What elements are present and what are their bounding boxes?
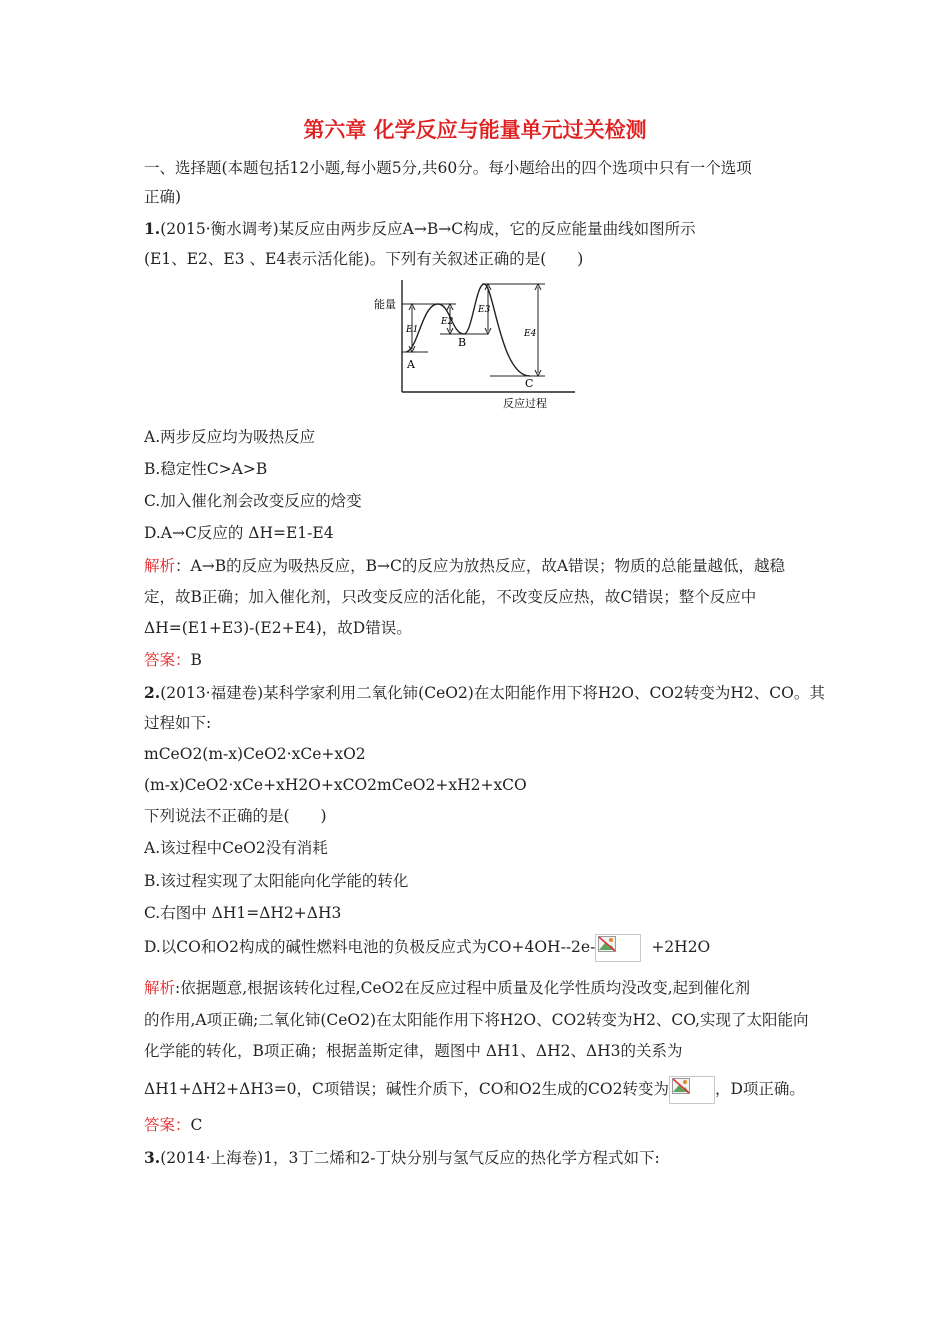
label-C: C	[525, 377, 534, 390]
q1-analysis-line3: ΔH=(E1+E3)-(E2+E4)，故D错误。	[144, 619, 412, 637]
q2-answer-label: 答案：	[144, 1116, 191, 1134]
q1-option-b: B.稳定性C>A>B	[144, 460, 268, 478]
q1-option-d: D.A→C反应的 ΔH=E1-E4	[144, 524, 334, 542]
q2-analysis-text4: ΔH1+ΔH2+ΔH3=0，C项错误；碱性介质下，CO和O2生成的CO2转变为	[144, 1080, 669, 1098]
q3-stem-line1	[144, 1148, 660, 1168]
q1-answer-line	[144, 650, 202, 670]
q2-option-d-tail: +2H2O	[651, 938, 711, 956]
q1-analysis-text1: ：A→B的反应为吸热反应，B→C的反应为放热反应，故A错误；物质的总能量越低，越稳	[175, 557, 786, 575]
label-B: B	[458, 336, 467, 349]
section-heading-line2: 正确)	[144, 188, 182, 206]
q2-analysis-line2: 的作用,A项正确;二氧化铈(CeO2)在太阳能作用下将H2O、CO2转变为H2、CO,实现了太阳能向	[144, 1011, 809, 1029]
q2-analysis-line1	[144, 978, 750, 998]
q2-equation-2: (m-x)CeO2·xCe+xH2O+xCO2mCeO2+xH2+xCO	[144, 776, 527, 794]
q2-option-d-text: D.以CO和O2构成的碱性燃料电池的负极反应式为CO+4OH--2e-	[144, 938, 596, 956]
x-axis-label: 反应过程	[503, 397, 547, 410]
chapter-title: 第六章 化学反应与能量单元过关检测	[303, 118, 647, 142]
q1-analysis-line1	[144, 556, 785, 576]
label-E1: E1	[406, 325, 419, 335]
q2-ask: 下列说法不正确的是( )	[144, 807, 327, 825]
q2-equation-1: mCeO2(m-x)CeO2·xCe+xO2	[144, 745, 366, 763]
broken-image-icon	[595, 934, 641, 962]
q2-analysis-label: 解析	[144, 979, 176, 997]
label-E4: E4	[524, 329, 537, 339]
q2-answer: C	[190, 1116, 203, 1134]
q2-analysis-line3: 化学能的转化，B项正确；根据盖斯定律，题图中 ΔH1、ΔH2、ΔH3的关系为	[144, 1042, 683, 1060]
q2-option-b: B.该过程实现了太阳能向化学能的转化	[144, 872, 409, 890]
q2-option-a: A.该过程中CeO2没有消耗	[144, 839, 328, 857]
label-E3: E3	[478, 305, 491, 315]
q1-analysis-label: 解析	[144, 557, 176, 575]
energy-profile-diagram	[370, 280, 580, 410]
q2-option-d	[144, 934, 710, 962]
section-heading-line1: 一、选择题(本题包括12小题,每小题5分,共60分。每小题给出的四个选项中只有一个选项	[144, 159, 752, 177]
q2-analysis-text1: :依据题意,根据该转化过程,CeO2在反应过程中质量及化学性质均没改变,起到催化剂	[175, 979, 751, 997]
q1-answer: B	[190, 651, 202, 669]
q2-analysis-line4	[144, 1076, 805, 1104]
q1-analysis-line2: 定，故B正确；加入催化剂，只改变反应的活化能，不改变反应热，故C错误；整个反应中	[144, 588, 757, 606]
q1-number: 1.	[144, 219, 161, 238]
q1-option-c: C.加入催化剂会改变反应的焓变	[144, 492, 362, 510]
energy-curve	[406, 284, 530, 376]
q1-stem-line1	[144, 219, 696, 239]
q3-number: 3.	[144, 1148, 161, 1167]
y-axis-label: 能量	[374, 298, 396, 311]
q2-number: 2.	[144, 683, 161, 702]
q1-option-a: A.两步反应均为吸热反应	[144, 428, 316, 446]
q1-stem-text1: (2015·衡水调考)某反应由两步反应A→B→C构成，它的反应能量曲线如图所示	[160, 220, 696, 238]
q1-answer-label: 答案：	[144, 651, 191, 669]
broken-image-icon	[669, 1076, 715, 1104]
q2-stem-text1: (2013·福建卷)某科学家利用二氧化铈(CeO2)在太阳能作用下将H2O、CO2转变为H2、CO。其	[160, 684, 825, 702]
label-E2: E2	[441, 317, 454, 327]
q2-answer-line	[144, 1115, 202, 1135]
label-A: A	[407, 358, 415, 371]
q1-stem-line2: (E1、E2、E3 、E4表示活化能)。下列有关叙述正确的是( )	[144, 250, 584, 268]
q2-stem-line1	[144, 683, 825, 703]
q2-stem-line2: 过程如下:	[144, 714, 212, 732]
q2-option-c: C.右图中 ΔH1=ΔH2+ΔH3	[144, 904, 342, 922]
q2-analysis-tail: ，D项正确。	[714, 1080, 805, 1098]
q3-stem-text1: (2014·上海卷)1，3丁二烯和2-丁炔分别与氢气反应的热化学方程式如下:	[160, 1149, 660, 1167]
